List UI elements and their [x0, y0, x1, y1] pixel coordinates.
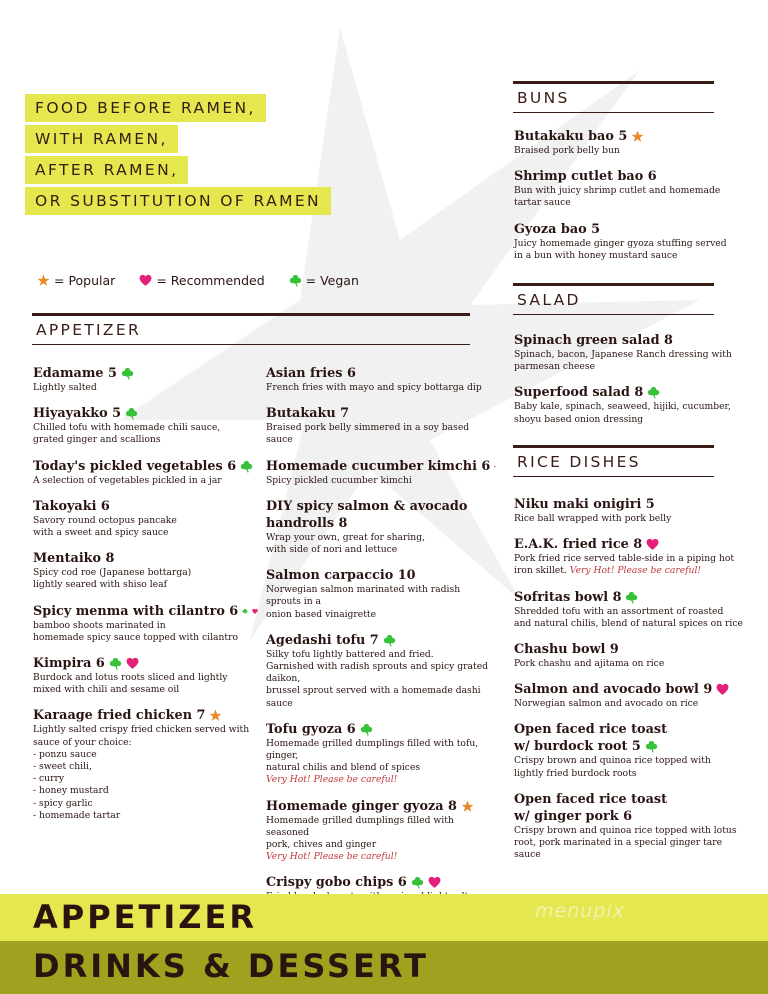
clover-icon: [645, 740, 658, 753]
item-title: Tofu gyoza 6: [266, 721, 356, 737]
menu-item: [514, 496, 749, 525]
item-title: Salmon carpaccio 10: [266, 568, 416, 584]
menu-item: [514, 641, 749, 670]
menu-item: [33, 458, 258, 487]
legend: [33, 273, 359, 288]
item-title: handrolls 8: [266, 515, 348, 531]
item-description: brussel sprout served with a homemade dashi sauce: [266, 685, 481, 709]
star-icon: [37, 274, 50, 287]
item-description: root, pork marinated in a special ginger tare sauce: [514, 837, 723, 861]
menu-item: [33, 365, 258, 394]
legend-vegan: = Vegan: [305, 273, 359, 288]
item-title: Open faced rice toast: [514, 722, 667, 738]
item-description: Burdock and lotus roots sliced and lightly: [33, 672, 228, 684]
appetizer-heading: APPETIZER: [32, 313, 470, 345]
item-description: pork, chives and ginger: [266, 839, 377, 851]
heart-icon: [139, 274, 152, 287]
item-description: - sweet chili,: [33, 761, 92, 773]
item-title: Chashu bowl 9: [514, 642, 619, 658]
item-description: Rice ball wrapped with pork belly: [514, 513, 672, 524]
item-title: Spicy menma with cilantro 6: [33, 603, 239, 619]
menu-item: [514, 589, 749, 630]
menu-item: [514, 384, 739, 425]
appetizer-band-title: APPETIZER: [33, 898, 257, 936]
item-title: Mentaiko 8: [33, 551, 115, 567]
star-icon: [461, 800, 474, 813]
menu-item: [514, 791, 749, 862]
menu-item: [33, 655, 258, 696]
appetizer-right-column: [266, 365, 496, 915]
tagline-line: WITH RAMEN,: [25, 125, 178, 153]
item-title: Edamame 5: [33, 366, 117, 381]
clover-icon: [289, 274, 302, 287]
menu-item: [266, 405, 496, 446]
menu-item: [266, 498, 496, 556]
item-description: French fries with mayo and spicy bottarga dip: [266, 382, 482, 393]
item-description: Chilled tofu with homemade chili sauce,: [33, 422, 221, 434]
salad-column: [514, 332, 739, 437]
heart-icon: [252, 605, 258, 618]
menu-item: [33, 707, 258, 822]
item-description: Crispy brown and quinoa rice topped with: [514, 755, 711, 767]
clover-icon: [109, 657, 122, 670]
rice-dishes-heading: RICE DISHES: [513, 445, 714, 477]
item-title: Superfood salad 8: [514, 385, 644, 401]
item-title: Butakaku 7: [266, 406, 350, 422]
item-description: shoyu based onion dressing: [514, 413, 644, 425]
item-title: Spinach green salad 8: [514, 333, 673, 348]
item-description: homemade spicy sauce topped with cilantro: [33, 631, 239, 643]
heart-icon: [428, 876, 441, 889]
item-description: Homemade grilled dumplings filled with seasoned: [266, 814, 454, 838]
item-description: Spinach, bacon, Japanese Ranch dressing with: [514, 349, 732, 360]
menu-item: [514, 168, 739, 209]
item-title: Asian fries 6: [266, 366, 356, 381]
menu-item: [514, 332, 739, 373]
heart-icon: [126, 657, 139, 670]
legend-popular: = Popular: [54, 273, 116, 288]
item-title: Karaage fried chicken 7: [33, 708, 206, 724]
item-title: Kimpira 6: [33, 656, 105, 672]
menu-item: [514, 221, 739, 262]
tagline: [25, 94, 331, 218]
item-description: lightly seared with shiso leaf: [33, 579, 167, 591]
item-description: iron skillet.: [514, 565, 567, 577]
item-description: Homemade grilled dumplings filled with tofu, ginger,: [266, 737, 479, 762]
item-title: Niku maki onigiri 5: [514, 497, 655, 512]
rice-dishes-column: [514, 496, 749, 872]
item-description: tartar sauce: [514, 197, 571, 209]
item-title: DIY spicy salmon & avocado: [266, 498, 468, 514]
item-title: Shrimp cutlet bao 6: [514, 169, 657, 185]
tagline-line: OR SUBSTITUTION OF RAMEN: [25, 187, 331, 215]
item-description: Garnished with radish sprouts and spicy grated daikon,: [266, 661, 489, 685]
item-description: Juicy homemade ginger gyoza stuffing served: [514, 237, 727, 249]
item-title: w/ ginger pork 6: [514, 808, 632, 824]
item-description: Norwegian salmon and avocado on rice: [514, 698, 699, 710]
item-description: onion based vinaigrette: [266, 608, 377, 620]
item-title: Crispy gobo chips 6: [266, 875, 407, 891]
tagline-line: FOOD BEFORE RAMEN,: [25, 94, 266, 122]
buns-column: [514, 128, 739, 273]
item-description: Lightly salted: [33, 382, 97, 393]
clover-icon: [647, 386, 660, 399]
menu-item: [266, 632, 496, 710]
item-title: Gyoza bao 5: [514, 221, 601, 237]
item-description: - honey mustard: [33, 785, 109, 797]
clover-icon: [121, 367, 134, 380]
clover-icon: [240, 460, 253, 473]
heart-icon: [494, 460, 496, 473]
star-icon: [631, 130, 644, 143]
item-description: and natural chilis, blend of natural spices on rice: [514, 617, 743, 629]
menu-item: [33, 603, 258, 644]
item-title: Sofritas bowl 8: [514, 589, 622, 605]
heart-icon: [716, 683, 729, 696]
item-description: - ponzu sauce: [33, 748, 97, 760]
item-description: Pork chashu and ajitama on rice: [514, 658, 665, 670]
menu-item: [266, 567, 496, 621]
menu-item: [266, 798, 496, 864]
salad-heading: SALAD: [513, 283, 714, 315]
item-description: Shredded tofu with an assortment of roasted: [514, 605, 724, 617]
menu-item: [266, 721, 496, 787]
item-description: Spicy cod roe (Japanese bottarga): [33, 567, 192, 579]
item-description: Norwegian salmon marinated with radish sprouts in a: [266, 584, 461, 608]
item-title: Today's pickled vegetables 6: [33, 458, 237, 474]
legend-recommended: = Recommended: [156, 273, 265, 288]
menu-item: [266, 365, 496, 394]
hot-warning: Very Hot! Please be careful!: [266, 774, 398, 786]
item-description: Baby kale, spinach, seaweed, hijiki, cucumber,: [514, 401, 731, 413]
clover-icon: [383, 634, 396, 647]
item-description: Lightly salted crispy fried chicken served with: [33, 724, 250, 736]
item-description: - curry: [33, 773, 65, 785]
item-title: w/ burdock root 5: [514, 739, 641, 755]
clover-icon: [625, 591, 638, 604]
item-description: - homemade tartar: [33, 809, 121, 821]
clover-icon: [360, 723, 373, 736]
item-description: A selection of vegetables pickled in a jar: [33, 474, 222, 486]
item-description: mixed with chili and sesame oil: [33, 684, 180, 696]
buns-heading: BUNS: [513, 81, 714, 113]
item-title: Homemade ginger gyoza 8: [266, 798, 457, 814]
drinks-dessert-band-title: DRINKS & DESSERT: [33, 947, 429, 985]
menu-item: [514, 536, 749, 577]
item-description: Pork fried rice served table-side in a piping hot: [514, 553, 735, 565]
clover-icon: [242, 605, 248, 618]
item-description: lightly fried burdock roots: [514, 767, 637, 779]
item-title: E.A.K. fried rice 8: [514, 537, 643, 553]
menu-item: [33, 498, 258, 539]
item-description: Bun with juicy shrimp cutlet and homemade: [514, 185, 721, 197]
item-description: Crispy brown and quinoa rice topped with lotus: [514, 824, 737, 836]
item-description: Savory round octopus pancake: [33, 514, 177, 526]
item-title: Homemade cucumber kimchi 6: [266, 458, 491, 474]
item-description: with a sweet and spicy sauce: [33, 527, 169, 539]
clover-icon: [411, 876, 424, 889]
item-title: Takoyaki 6: [33, 498, 110, 514]
menu-item: [514, 128, 739, 157]
clover-icon: [125, 407, 138, 420]
item-description: Braised pork belly bun: [514, 145, 620, 156]
item-title: Agedashi tofu 7: [266, 632, 379, 648]
item-description: Spicy pickled cucumber kimchi: [266, 474, 412, 486]
item-description: parmesan cheese: [514, 361, 596, 373]
item-description: Silky tofu lightly battered and fried.: [266, 648, 434, 660]
watermark-text: menupix: [535, 900, 625, 922]
heart-icon: [646, 538, 659, 551]
menu-item: [266, 458, 496, 487]
item-description: - spicy garlic: [33, 797, 93, 809]
item-title: Open faced rice toast: [514, 791, 667, 807]
menu-item: [514, 681, 749, 710]
appetizer-left-column: [33, 365, 258, 833]
hot-warning: Very Hot! Please be careful!: [266, 851, 398, 863]
item-description: bamboo shoots marinated in: [33, 619, 166, 631]
item-title: Salmon and avocado bowl 9: [514, 682, 713, 698]
item-description: in a bun with honey mustard sauce: [514, 249, 678, 261]
menu-item: [33, 405, 258, 446]
item-description: grated ginger and scallions: [33, 434, 161, 446]
item-description: with side of nori and lettuce: [266, 544, 398, 556]
item-description: natural chilis and blend of spices: [266, 762, 421, 774]
star-icon: [209, 709, 222, 722]
item-title: Butakaku bao 5: [514, 129, 628, 144]
item-description: Braised pork belly simmered in a soy based sauce: [266, 422, 470, 446]
item-description: sauce of your choice:: [33, 736, 132, 748]
item-description: Wrap your own, great for sharing,: [266, 531, 426, 543]
tagline-line: AFTER RAMEN,: [25, 156, 188, 184]
menu-item: [33, 550, 258, 591]
hot-warning: Very Hot! Please be careful!: [569, 565, 702, 577]
menu-item: [514, 721, 749, 779]
item-title: Hiyayakko 5: [33, 406, 122, 422]
